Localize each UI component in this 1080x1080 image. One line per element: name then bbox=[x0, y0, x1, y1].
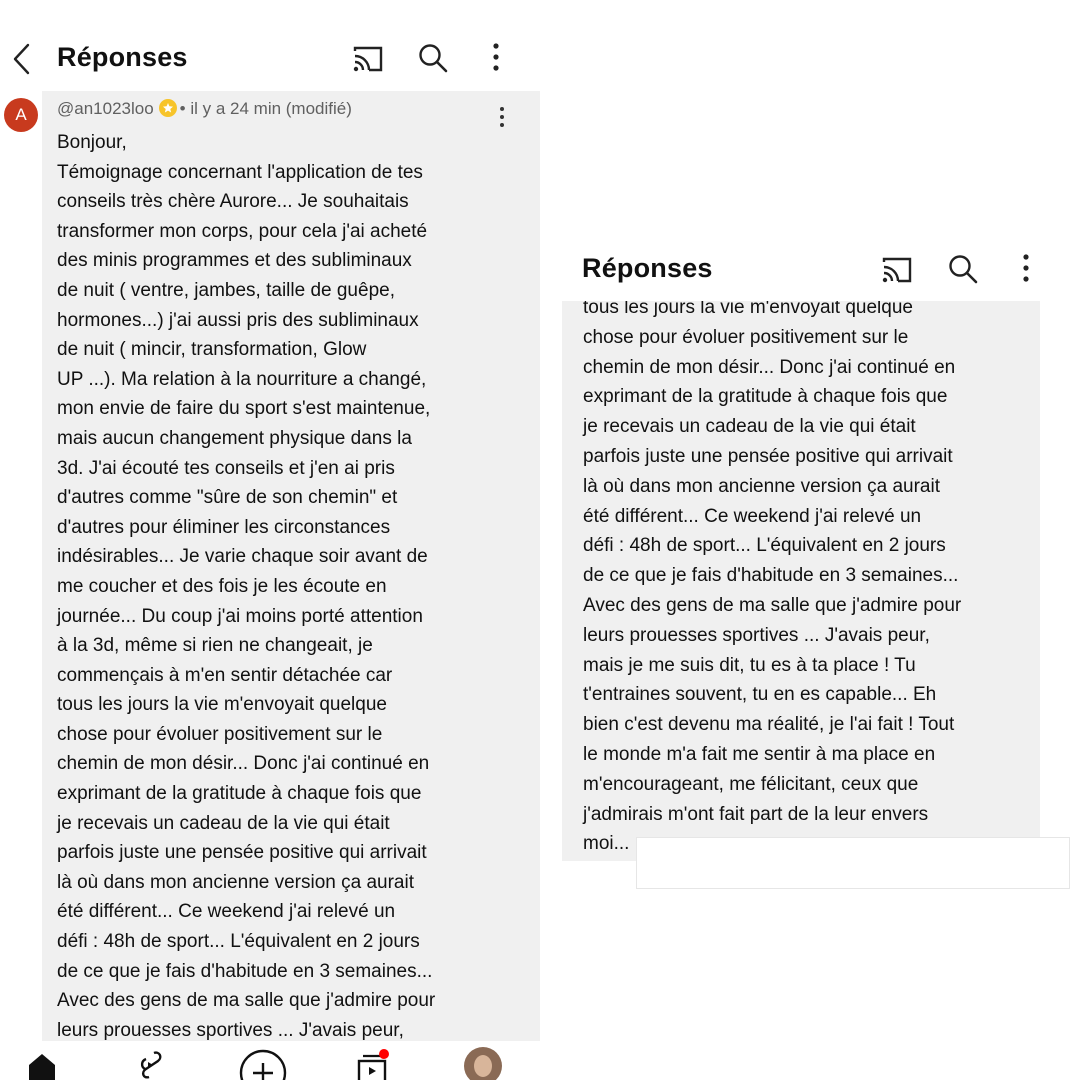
subscriptions-icon[interactable] bbox=[356, 1047, 392, 1080]
comment-continuation bbox=[562, 301, 1040, 861]
comment-line: exprimant de la gratitude à chaque fois que bbox=[583, 386, 948, 408]
search-icon[interactable] bbox=[416, 41, 450, 75]
right-screenshot bbox=[562, 245, 1070, 895]
comment-line: de ce que je fais d'habitude en 3 semaines... bbox=[57, 960, 433, 982]
comment-more-icon[interactable] bbox=[492, 105, 512, 129]
cast-icon[interactable] bbox=[351, 42, 385, 76]
comment-line: mais je me suis dit, tu es à ta place ! Tu bbox=[583, 654, 916, 676]
comment-line: commençais à m'en sentir détachée car bbox=[57, 664, 393, 686]
comment-line: chemin de mon désir... Donc j'ai continué en bbox=[57, 753, 430, 775]
avatar[interactable]: A bbox=[4, 98, 38, 132]
comment-line: là où dans mon ancienne version ça aurait bbox=[57, 871, 415, 893]
comment-line: là où dans mon ancienne version ça aurait bbox=[583, 475, 941, 497]
comment-line: parfois juste une pensée positive qui arrivait bbox=[57, 842, 427, 864]
comment-meta bbox=[57, 99, 352, 119]
more-options-icon[interactable] bbox=[486, 41, 520, 75]
comment-line: des minis programmes et des subliminaux bbox=[57, 250, 412, 272]
comment-line: je recevais un cadeau de la vie qui était bbox=[583, 416, 916, 438]
comment-line: mon envie de faire du sport s'est maintenue, bbox=[57, 398, 431, 420]
search-icon[interactable] bbox=[946, 252, 980, 286]
comment-line: d'autres comme "sûre de son chemin" et bbox=[57, 487, 398, 509]
comment-text-right bbox=[583, 301, 1040, 859]
comment-line: transformer mon corps, pour cela j'ai acheté bbox=[57, 220, 428, 242]
comment-line: leurs prouesses sportives ... J'avais peur, bbox=[57, 1019, 404, 1041]
comment-line: Avec des gens de ma salle que j'admire pour bbox=[57, 990, 436, 1012]
comment-line: mais aucun changement physique dans la bbox=[57, 427, 412, 449]
comment-line: journée... Du coup j'ai moins porté attention bbox=[57, 605, 423, 627]
comment-line: hormones...) j'ai aussi pris des subliminaux bbox=[57, 309, 419, 331]
back-arrow-icon[interactable] bbox=[8, 42, 36, 76]
comment-line: Bonjour, bbox=[57, 132, 127, 153]
comment-line: chose pour évoluer positivement sur le bbox=[57, 723, 383, 745]
page-title: Réponses bbox=[57, 42, 188, 72]
comment-line: à la 3d, même si rien ne changeait, je bbox=[57, 635, 373, 657]
profile-avatar[interactable] bbox=[464, 1047, 502, 1080]
comment-reply bbox=[0, 91, 540, 1041]
shorts-icon[interactable] bbox=[132, 1047, 168, 1080]
home-icon[interactable] bbox=[24, 1047, 60, 1080]
comment-line: chemin de mon désir... Donc j'ai continué en bbox=[583, 356, 956, 378]
comment-line: bien c'est devenu ma réalité, je l'ai fait ! Tout bbox=[583, 714, 955, 736]
comment-line: je recevais un cadeau de la vie qui était bbox=[57, 812, 390, 834]
create-icon[interactable] bbox=[238, 1047, 288, 1080]
more-options-icon[interactable] bbox=[1016, 252, 1050, 286]
comment-line: de nuit ( mincir, transformation, Glow bbox=[57, 339, 367, 361]
bottom-navigation bbox=[0, 1041, 540, 1080]
comment-line: m'encourageant, me félicitant, ceux que bbox=[583, 773, 919, 795]
comment-line: le monde m'a fait me sentir à ma place en bbox=[583, 743, 936, 765]
comment-line: j'admirais m'ont fait part de la leur envers bbox=[583, 803, 929, 825]
comment-line: parfois juste une pensée positive qui arrivait bbox=[583, 445, 953, 467]
cast-icon[interactable] bbox=[880, 253, 914, 287]
comment-text bbox=[57, 128, 527, 1045]
comment-line: chose pour évoluer positivement sur le bbox=[583, 326, 909, 348]
comment-line: conseils très chère Aurore... Je souhaitais bbox=[57, 191, 409, 213]
top-app-bar bbox=[0, 28, 540, 88]
comment-line: indésirables... Je varie chaque soir avant de bbox=[57, 546, 428, 568]
comment-line: défi : 48h de sport... L'équivalent en 2 jours bbox=[57, 931, 420, 953]
top-app-bar-right bbox=[562, 245, 1070, 301]
comment-line: 3d. J'ai écouté tes conseils et j'en ai pris bbox=[57, 457, 395, 479]
comment-line: moi... bbox=[583, 833, 630, 855]
member-badge-icon bbox=[159, 99, 177, 117]
comment-line: tous les jours la vie m'envoyait quelque bbox=[57, 694, 387, 716]
comment-line: UP ...). Ma relation à la nourriture a changé, bbox=[57, 368, 427, 390]
comment-line: été différent... Ce weekend j'ai relevé un bbox=[583, 505, 922, 527]
comment-timestamp: • il y a 24 min (modifié) bbox=[179, 99, 352, 118]
comment-line: Témoignage concernant l'application de tes bbox=[57, 161, 423, 183]
comment-author[interactable]: @an1023loo bbox=[57, 99, 154, 118]
comment-line: Avec des gens de ma salle que j'admire pour bbox=[583, 594, 962, 616]
comment-line: de ce que je fais d'habitude en 3 semaines... bbox=[583, 565, 959, 587]
comment-line: de nuit ( ventre, jambes, taille de guêpe, bbox=[57, 279, 395, 301]
comment-line: me coucher et des fois je les écoute en bbox=[57, 575, 387, 597]
comment-line: été différent... Ce weekend j'ai relevé un bbox=[57, 901, 396, 923]
comment-line: exprimant de la gratitude à chaque fois que bbox=[57, 783, 422, 805]
comment-line: leurs prouesses sportives ... J'avais peur, bbox=[583, 624, 930, 646]
page-title-right: Réponses bbox=[582, 253, 713, 283]
comment-line: tous les jours la vie m'envoyait quelque bbox=[583, 301, 913, 318]
redaction-block bbox=[636, 837, 1070, 889]
comment-line: défi : 48h de sport... L'équivalent en 2 jours bbox=[583, 535, 946, 557]
comment-line: d'autres pour éliminer les circonstances bbox=[57, 516, 391, 538]
comment-line: t'entraines souvent, tu en es capable... Eh bbox=[583, 684, 937, 706]
